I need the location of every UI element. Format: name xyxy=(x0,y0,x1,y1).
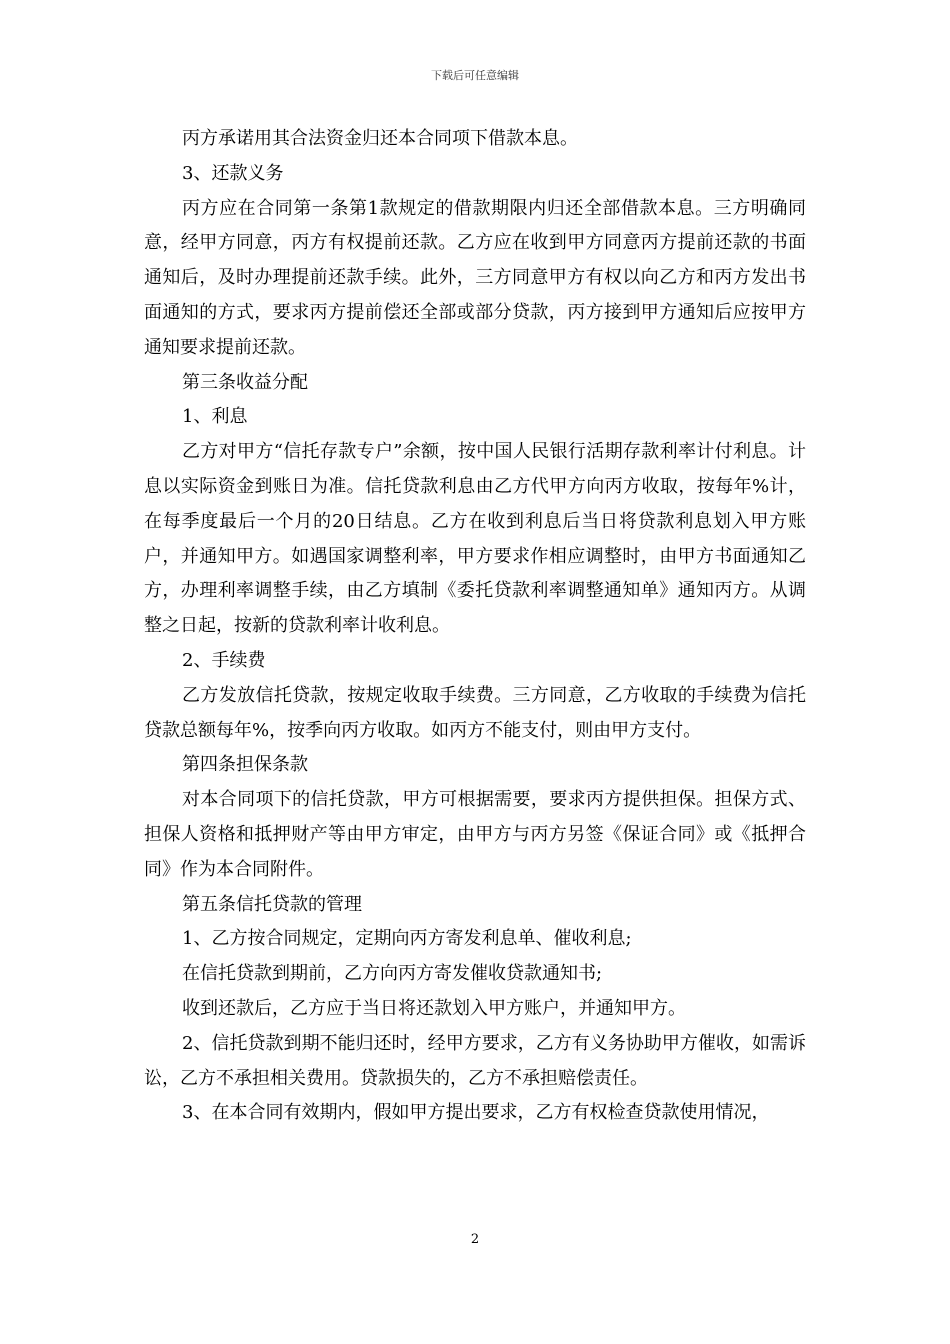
article-heading: 第四条担保条款 xyxy=(182,754,308,776)
section-item-heading: 3、还款义务 xyxy=(182,162,284,184)
paragraph: 1、乙方按合同规定，定期向丙方寄发利息单、催收利息; xyxy=(182,928,632,950)
article-heading: 第三条收益分配 xyxy=(182,371,308,393)
section-item-heading: 1、利息 xyxy=(182,406,248,428)
page-number: 2 xyxy=(470,1232,480,1247)
paragraph: 在信托贷款到期前，乙方向丙方寄发催收贷款通知书; xyxy=(182,963,603,985)
paragraph: 丙方应在合同第一条第1款规定的借款期限内归还全部借款本息。三方明确同意，经甲方同意，丙方有权提前还款。乙方应在收到甲方同意丙方提前还款的书面通知后，及时办理提前还款手续。此外，三方同意甲方有权以向乙方和丙方发出书面通知的方式，要求丙方提前偿还全部或部分贷款，丙方接到甲方通知后应按甲方通知要求提前还款。 xyxy=(144,197,806,358)
page-header: 下载后可任意编辑 xyxy=(431,69,519,82)
paragraph: 对本合同项下的信托贷款，甲方可根据需要，要求丙方提供担保。担保方式、担保人资格和抵押财产等由甲方审定，由甲方与丙方另签《保证合同》或《抵押合同》作为本合同附件。 xyxy=(144,789,806,880)
paragraph: 收到还款后，乙方应于当日将还款划入甲方账户，并通知甲方。 xyxy=(182,997,686,1019)
document-body xyxy=(144,122,806,1131)
paragraph: 乙方对甲方“信托存款专户”余额，按中国人民银行活期存款利率计付利息。计息以实际资金到账日为准。信托贷款利息由乙方代甲方向丙方收取，按每年%计，在每季度最后一个月的20日结息。乙方在收到利息后当日将贷款利息划入甲方账户，并通知甲方。如遇国家调整利率，甲方要求作相应调整时，由甲方书面通知乙方，办理利率调整手续，由乙方填制《委托贷款利率调整通知单》通知丙方。从调整之日起，按新的贷款利率计收利息。 xyxy=(144,441,806,637)
paragraph: 乙方发放信托贷款，按规定收取手续费。三方同意，乙方收取的手续费为信托贷款总额每年%，按季向丙方收取。如丙方不能支付，则由甲方支付。 xyxy=(144,684,806,741)
paragraph: 2、信托贷款到期不能归还时，经甲方要求，乙方有义务协助甲方催收，如需诉讼，乙方不承担相关费用。贷款损失的，乙方不承担赔偿责任。 xyxy=(144,1032,806,1089)
section-item-heading: 2、手续费 xyxy=(182,649,266,671)
paragraph: 丙方承诺用其合法资金归还本合同项下借款本息。 xyxy=(182,128,578,149)
paragraph: 3、在本合同有效期内，假如甲方提出要求，乙方有权检查贷款使用情况， xyxy=(182,1102,770,1124)
article-heading: 第五条信托贷款的管理 xyxy=(182,893,362,915)
